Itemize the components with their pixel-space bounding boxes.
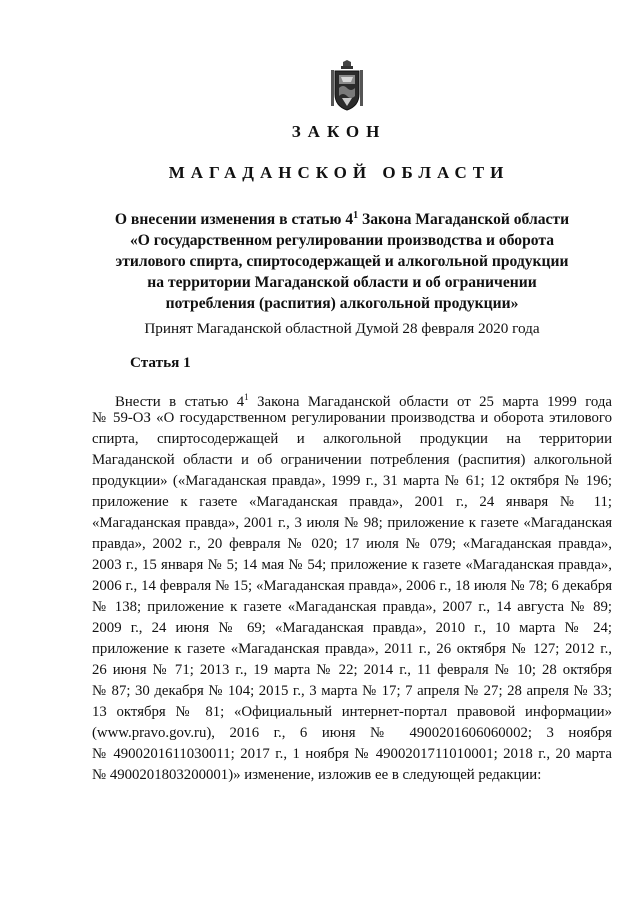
body-line: Магаданской области и об ограничении потребления (распития) алкогольной (92, 452, 612, 468)
law-title (66, 205, 618, 314)
body-line: (www.pravo.gov.ru), 2016 г., 6 июня № 4900201606060002; 3 ноября (92, 725, 612, 741)
body-line: «Магаданская правда», 2001 г., 3 июля № 98; приложение к газете «Магаданская (92, 515, 612, 531)
body-line: правда», 2002 г., 20 февраля № 020; 17 июля № 079; «Магаданская правда», (92, 536, 612, 552)
body-line: № 138; приложение к газете «Магаданская правда», 2007 г., 14 августа № 89; (92, 599, 612, 615)
body-line: № 59-ОЗ «О государственном регулировании производства и оборота этилового (92, 410, 612, 426)
body-line: 13 октября № 81; «Официальный интернет-портал правовой информации» (92, 704, 612, 720)
region-heading: МАГАДАНСКОЙ ОБЛАСТИ (168, 163, 510, 182)
document-type-heading: ЗАКОН (291, 122, 387, 141)
body-line: приложение к газете «Магаданская правда», 2001 г., 24 января № 11; (92, 494, 612, 510)
adoption-note: Принят Магаданской областной Думой 28 февраля 2020 года (144, 320, 540, 337)
law-title-line: «О государственном регулировании производства и оборота (129, 232, 554, 250)
body-line: № 4900201611030011; 2017 г., 1 ноября № 4900201711010001; 2018 г., 20 марта (92, 746, 612, 762)
body-line: Внести в статью $4^1$ Закона Магаданской области от 25 марта 1999 года (115, 392, 612, 410)
law-title-line: О внесении изменения в статью $4^1$ Закона Магаданской области (114, 210, 570, 229)
article-heading: Статья 1 (130, 354, 191, 371)
body-line: № 4900201803200001)» изменение, изложив ее в следующей редакции: (92, 767, 542, 783)
law-title-line: потребления (распития) алкогольной продукции» (165, 295, 519, 313)
body-line: 2009 г., 24 июня № 69; «Магаданская правда», 2010 г., 10 марта № 24; (92, 620, 612, 636)
body-line: спирта, спиртосодержащей и алкогольной продукции на территории (92, 431, 612, 447)
article-body (92, 387, 612, 786)
magadan-coat-of-arms-icon (329, 60, 365, 114)
body-line: продукции» («Магаданская правда», 1999 г., 31 марта № 61; 12 октября № 196; (92, 473, 612, 489)
body-line: приложение к газете «Магаданская правда», 2011 г., 26 октября № 127; 2012 г., (92, 641, 612, 657)
body-line: 2003 г., 15 января № 5; 14 мая № 54; приложение к газете «Магаданская правда», (92, 557, 612, 573)
law-title-line: на территории Магаданской области и об ограничении (147, 274, 537, 292)
body-line: 26 июня № 71; 2013 г., 19 марта № 22; 2014 г., 11 февраля № 10; 28 октября (92, 662, 612, 678)
body-line: 2006 г., 14 февраля № 15; «Магаданская правда», 2006 г., 18 июля № 78; 6 декабря (92, 578, 612, 594)
law-title-line: этилового спирта, спиртосодержащей и алкогольной продукции (115, 253, 569, 271)
body-line: № 87; 30 декабря № 104; 2015 г., 3 марта № 17; 7 апреля № 27; 28 апреля № 33; (92, 683, 612, 699)
